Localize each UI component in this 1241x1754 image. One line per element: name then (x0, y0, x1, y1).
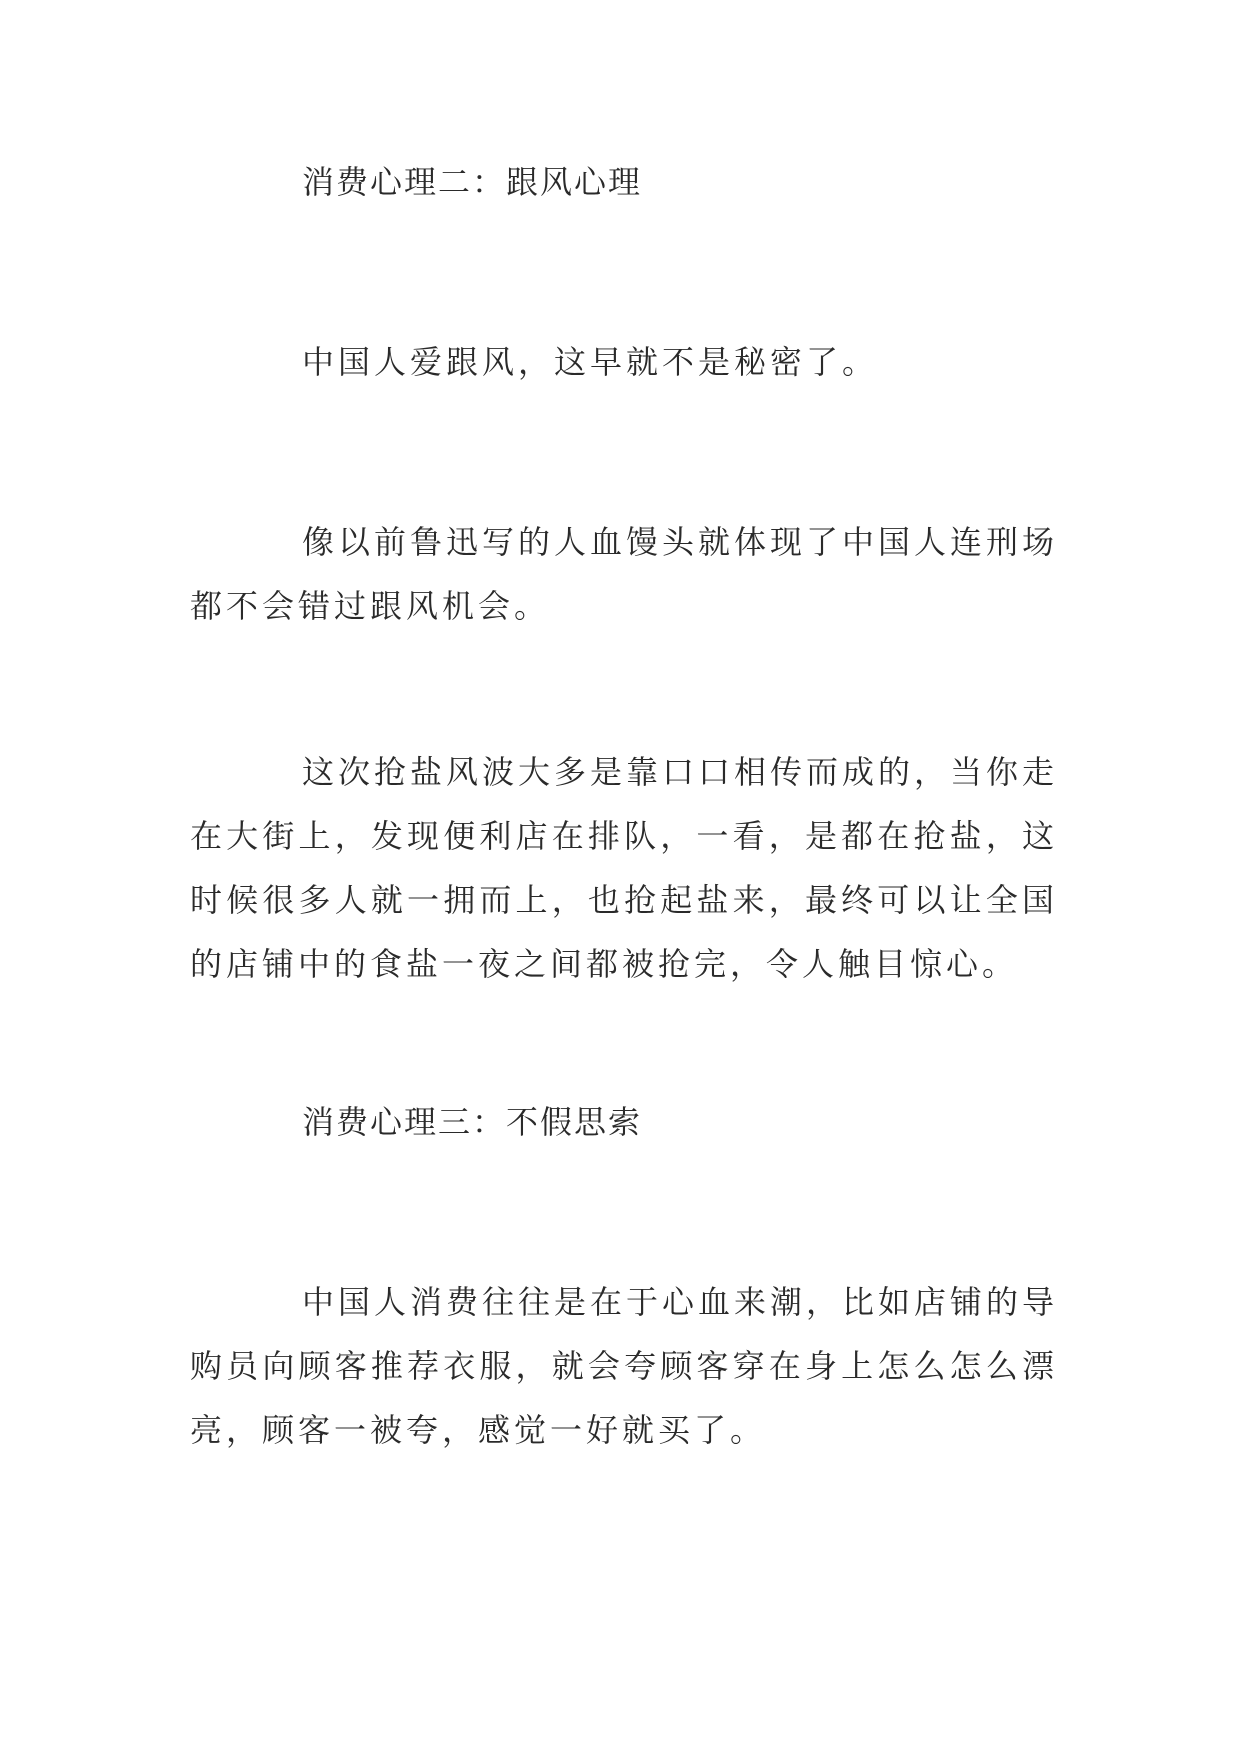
paragraph-impulse-buying: 中国人消费往往是在于心血来潮，比如店铺的导购员向顾客推荐衣服，就会夸顾客穿在身上怎么怎么漂亮，顾客一被夸，感觉一好就买了。 (190, 1283, 1059, 1449)
section-heading-follow-trend: 消费心理二：跟风心理 (302, 163, 643, 201)
paragraph-follow-trend-intro: 中国人爱跟风，这早就不是秘密了。 (302, 343, 879, 381)
section-heading-impulse: 消费心理三：不假思索 (302, 1103, 643, 1141)
paragraph-luxun-example: 像以前鲁迅写的人血馒头就体现了中国人连刑场都不会错过跟风机会。 (190, 523, 1059, 625)
paragraph-salt-rush: 这次抢盐风波大多是靠口口相传而成的，当你走在大街上，发现便利店在排队，一看，是都在抢盐，这时候很多人就一拥而上，也抢起盐来，最终可以让全国的店铺中的食盐一夜之间都被抢完，令人触目惊心。 (190, 753, 1059, 983)
